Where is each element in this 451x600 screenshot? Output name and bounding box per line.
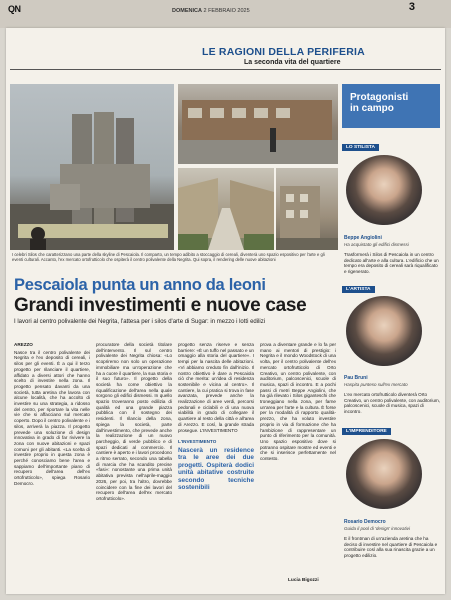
- page-background-strip: [0, 0, 451, 28]
- article-column-2: [96, 342, 172, 502]
- market-illustration: [178, 84, 338, 164]
- investment-box-label: L'INVESTIMENTO: [178, 439, 217, 445]
- profile-role-entrepreneur: Guida il pool di 'design' innovativi: [344, 526, 411, 531]
- portrait-artist: [346, 296, 422, 366]
- protagonists-box: [342, 84, 440, 128]
- newspaper-page: [6, 28, 445, 594]
- article-byline: Lucia Bigozzi: [288, 578, 319, 583]
- photo-rendering-homes: [178, 168, 274, 250]
- article-column-1-text: Nasce tra il centro polivalente dei Negrita e l'ex deposito di cereali, i silos per gli eventi. È a qui il terzo progetto per rilanciare il quartiere, affidato a diversi attori che hanno scelto di investire nella zona. Il progetto pensato davanti da una società, tutta aretina che lavora con alcune località, che ha accolto di investire su una strategia, a ridosso del centro, per riportare la vita nelle vie che si affacciano sul mercato coperto. Dopo il centro polivalente e i silos, arriverà la piazza. Il progetto prevede una soluzione di design innovativa in grado di far rivivere la zona con nuove abitazioni e spazi comuni per gli abitanti. «La scelta di investire proprio in questa zona è perché conosciamo bene l'area e sappiamo dell'importante piano di recupero dell'area dell'ex ortofrutticolo», spiega Rosario Democro.: [14, 349, 90, 486]
- profile-text-artist: L'ex mercato ortofrutticolo diventerà Orto Creativo, un centro polivalente, con auditorium, palcoscenici, scuole di musica, spazi di incontro.: [344, 392, 441, 414]
- article-headline: Grandi investimenti e nuove case: [14, 295, 307, 316]
- article-body: [14, 342, 340, 590]
- page-number: 3: [408, 1, 415, 13]
- article-column-4-text: prova a diventare grande e lo fa per mano ai mentori di prestigio: i Negrita e il mondo Woodstock di una volta, per il centro polivalente dell'ex mercato ortofrutticolo di Orto Creativo, un centro polivalente, con auditorium, palcoscenici, scuole di musica, spazi di incontro. E a pochi passi di metri Beppe Angiolini, che ha già rilevato i Silos giganteschi che troneggiano nella zona, per farne un'area per l'arte e la cultura. È forse per la modalità di rapporto qualità-prezzo, che ha voluto investire proprio in via di formazione che ha l'ambizione di rappresentare un punto di riferimento per la comunità. Uno spazio espositivo dove si potranno ospitare mostre ed eventi e che si inserisce perfettamente nel contesto.: [260, 342, 336, 462]
- profile-name-stylist: Beppe Angiolini: [344, 235, 382, 241]
- article-kicker: Pescaiola punta un anno da leoni: [14, 276, 266, 294]
- article-column-2-text: procuratore della società titolare dell'intervento. Il sul centro polivalente dei Negrita chiosa: «Lo scopriremo non solo un operazione immobiliare ma un'operazione che ha a cuore il quartiere, la sua storia e il suo futuro». Il progetto della società ha come obiettivo la riqualificazione dell'area nella quale sorgono gli edifici dismessi. In quello spazio troveranno posto edilizia di qualità ed una grande piazza pubblica con il sostegno dei residenti. Il rilancio della zona, spiega la società, parte dall'investimento, che prevede anche la realizzazione di un nuovo parcheggio, di verde pubblico e di spazi dedicati al commercio. Il cantiere è aperto e i lavori procedono a ritmo serrato, secondo una tabella di marcia che ha scandito precise «fasi»: nonostante una prima unità abitativa prevista nell'aprile-maggio 2026, per poi, tra l'altro, dovrebbe coincidere con la fine dei lavori del recupero dell'area dell'ex mercato ortofrutticolo».: [96, 342, 172, 501]
- photo-caption: I celebri Silos che caratterizzano una parte della skyline di Pescaiola. Il comparto, un tempo adibito a stoccaggio di cereali, diventerà uno spazio espositivo per l'arte e gli eventi culturali. Accanto, l'ex mercato ortofrutticolo che ospiterà il centro polivalente della Negrita. Qui sopra, il rendering delle nuove abitazioni: [12, 252, 325, 262]
- silos-illustration: [10, 84, 174, 250]
- portrait-stylist: [346, 155, 422, 225]
- profile-tag-artist: L'ARTISTA: [342, 286, 375, 293]
- street-illustration: [276, 168, 338, 250]
- section-subtitle: La seconda vita del quartiere: [244, 59, 341, 66]
- portrait-entrepreneur: [346, 439, 422, 509]
- masthead-dateline: [172, 8, 250, 14]
- photo-silos: [10, 84, 174, 250]
- article-column-1: [14, 342, 90, 487]
- photo-rendering-street: [276, 168, 338, 250]
- article-column-3-text: progetto senza riserve e senza barriere: «È un tuffo nel passato e un omaggio alla storia del quartiere». I tempi per la nascita delle abitazioni. «Vi abbiamo creduto fin dall'inizio. Il nostro obiettivo è dare a Pescaiola ciò che merita: un'idea di residenza sostenibile e vicina al centro». Il cantiere, la cui pratica si trova in fase avanzata, prevede anche la realizzazione di aree verdi, percorsi pedonali e ciclabili e di una nuova viabilità in grado di collegare il quartiere al resto della città e all'area di Arezzo. E così, la grande strada prosegue. L'INVESTIMENTO: [178, 342, 254, 433]
- profile-text-entrepreneur: E il frontman di un'azienda aretina che ha deciso di investire nel quartiere di Pescaiola e contribuire così alla sua rinascita grazie a un progetto edilizio.: [344, 536, 438, 558]
- header-rule: [10, 69, 441, 70]
- protagonists-title: Protagonisti in campo: [350, 92, 409, 114]
- profile-role-stylist: Ha acquistato gli edifici dismessi: [344, 242, 409, 247]
- masthead-date: 2 FEBBRAIO 2025: [203, 8, 250, 14]
- article-dateline: AREZZO: [14, 342, 33, 347]
- profile-name-artist: Pau Bruni: [344, 375, 368, 381]
- profile-tag-stylist: LO STILISTA: [342, 144, 379, 151]
- section-title: LE RAGIONI DELLA PERIFERIA: [202, 46, 365, 58]
- article-standfirst: I lavori al centro polivalente dei Negrita, l'attesa per i silos d'arte di Sugar: in mezzo i lotti edilizi: [14, 319, 266, 325]
- newspaper-logo: QN: [8, 4, 21, 14]
- profile-text-stylist: Trasformerà i Silos di Pescaiola in un centro dedicato all'arte e alla cultura. L'edificio che un tempo era deposito di cereali sarà riqualificato e rigenerato.: [344, 252, 439, 274]
- photo-ex-market: [178, 84, 338, 164]
- profile-name-entrepreneur: Rosario Democro: [344, 519, 386, 525]
- masthead-day: DOMENICA: [172, 8, 202, 14]
- investment-box-headline: Nascerà un residence tra le aree dei due progetti. Ospiterà dodici unità abitative costruite secondo tecniche sostenibili: [178, 446, 254, 491]
- article-column-4: [260, 342, 336, 462]
- profile-tag-entrepreneur: L'IMPRENDITORE: [342, 428, 391, 435]
- rendering-illustration: [178, 168, 274, 250]
- article-column-3: [178, 342, 254, 491]
- profile-role-artist: Haspita punteso sull'ex mercato: [344, 382, 408, 387]
